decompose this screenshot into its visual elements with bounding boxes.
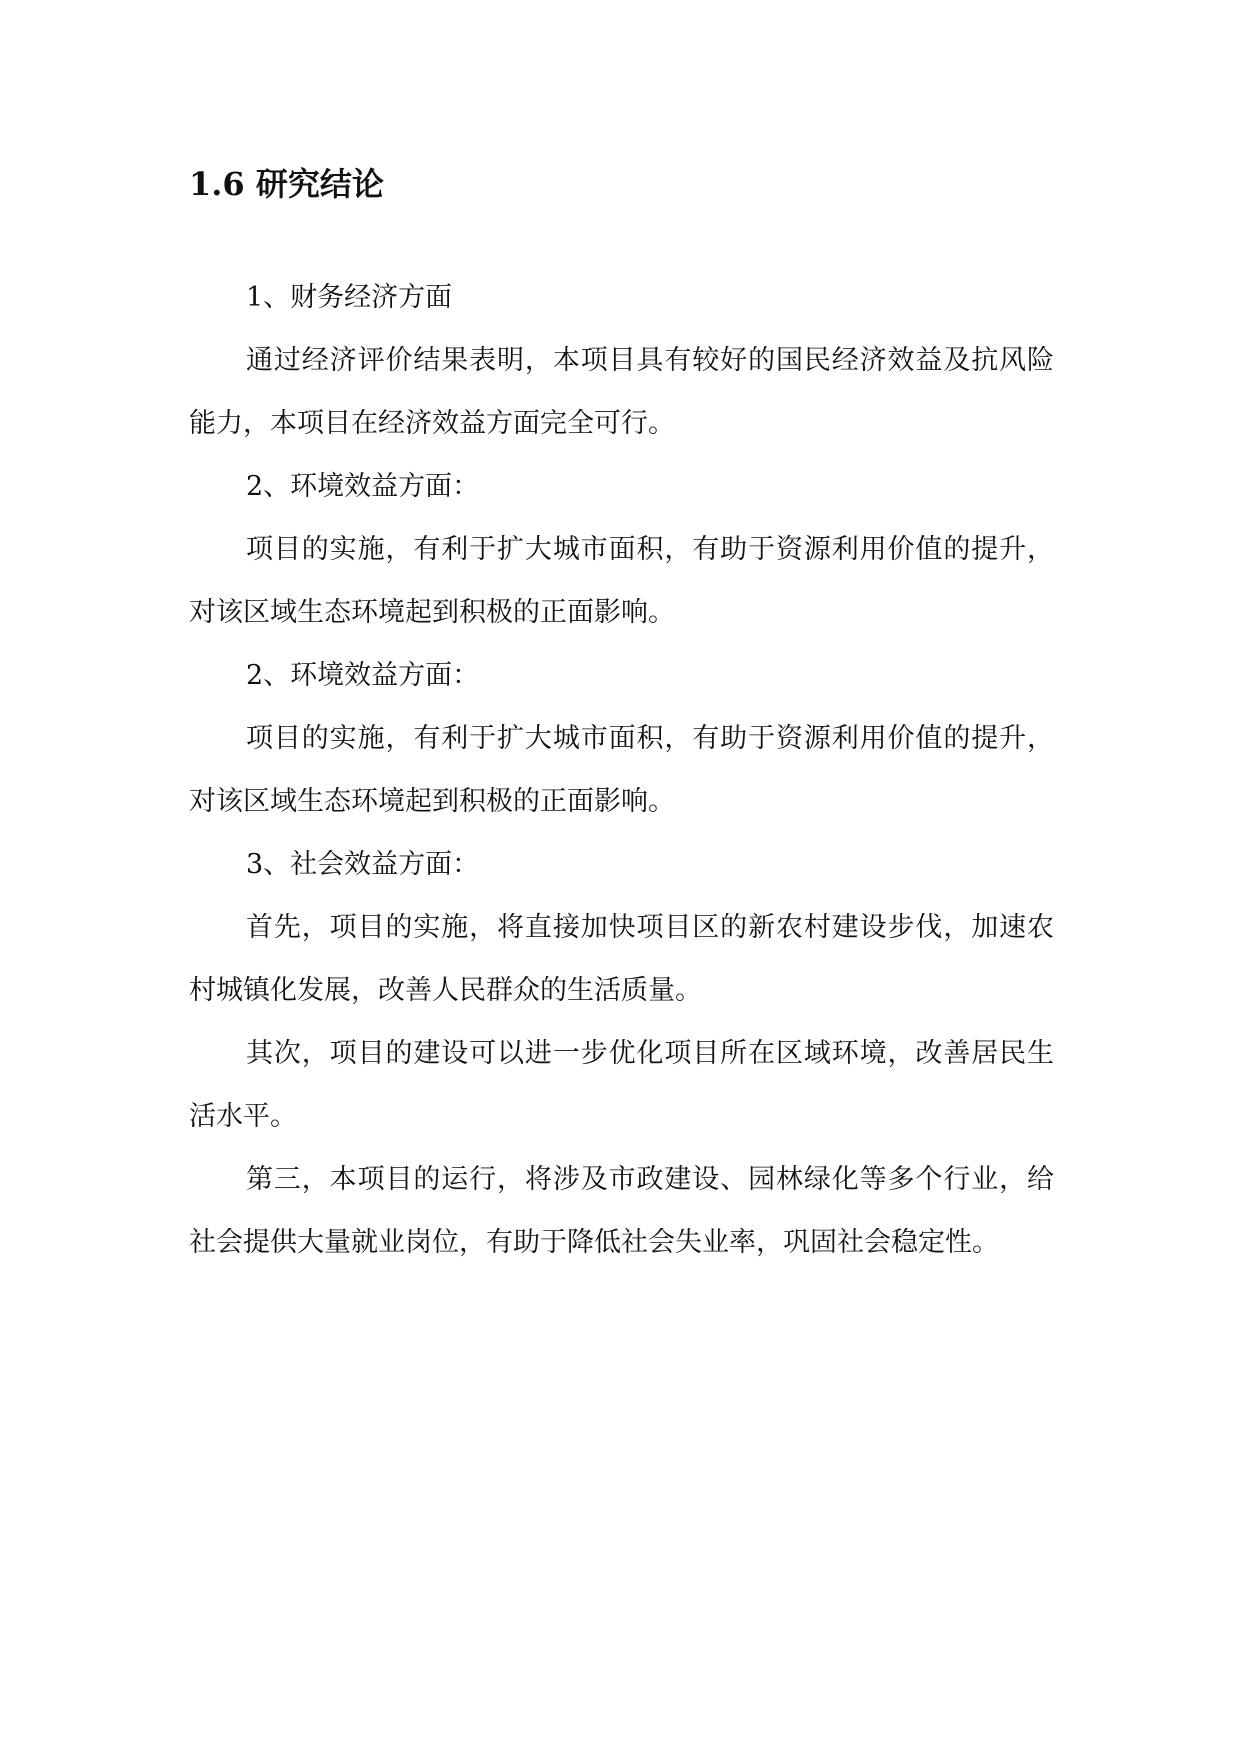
subheading-financial: 1、财务经济方面 <box>246 282 453 313</box>
paragraph-social-second: 其次，项目的建设可以进一步优化项目所在区域环境，改善居民生活水平。 <box>189 1038 1054 1132</box>
paragraph-environmental-repeat: 项目的实施，有利于扩大城市面积，有助于资源利用价值的提升，对该区域生态环境起到积极的正面影响。 <box>189 723 1054 817</box>
subheading-environmental-repeat: 2、环境效益方面： <box>246 660 480 691</box>
subheading-environmental: 2、环境效益方面： <box>246 471 480 502</box>
section-heading: 1.6 研究结论 <box>189 165 384 203</box>
paragraph-financial: 通过经济评价结果表明，本项目具有较好的国民经济效益及抗风险能力，本项目在经济效益方面完全可行。 <box>189 345 1054 439</box>
paragraph-social-third: 第三，本项目的运行，将涉及市政建设、园林绿化等多个行业，给社会提供大量就业岗位，有助于降低社会失业率，巩固社会稳定性。 <box>189 1164 1054 1258</box>
document-body <box>189 266 1054 1274</box>
paragraph-environmental: 项目的实施，有利于扩大城市面积，有助于资源利用价值的提升，对该区域生态环境起到积极的正面影响。 <box>189 534 1054 628</box>
paragraph-social-first: 首先，项目的实施，将直接加快项目区的新农村建设步伐，加速农村城镇化发展，改善人民群众的生活质量。 <box>189 912 1054 1006</box>
subheading-social: 3、社会效益方面： <box>246 849 480 880</box>
